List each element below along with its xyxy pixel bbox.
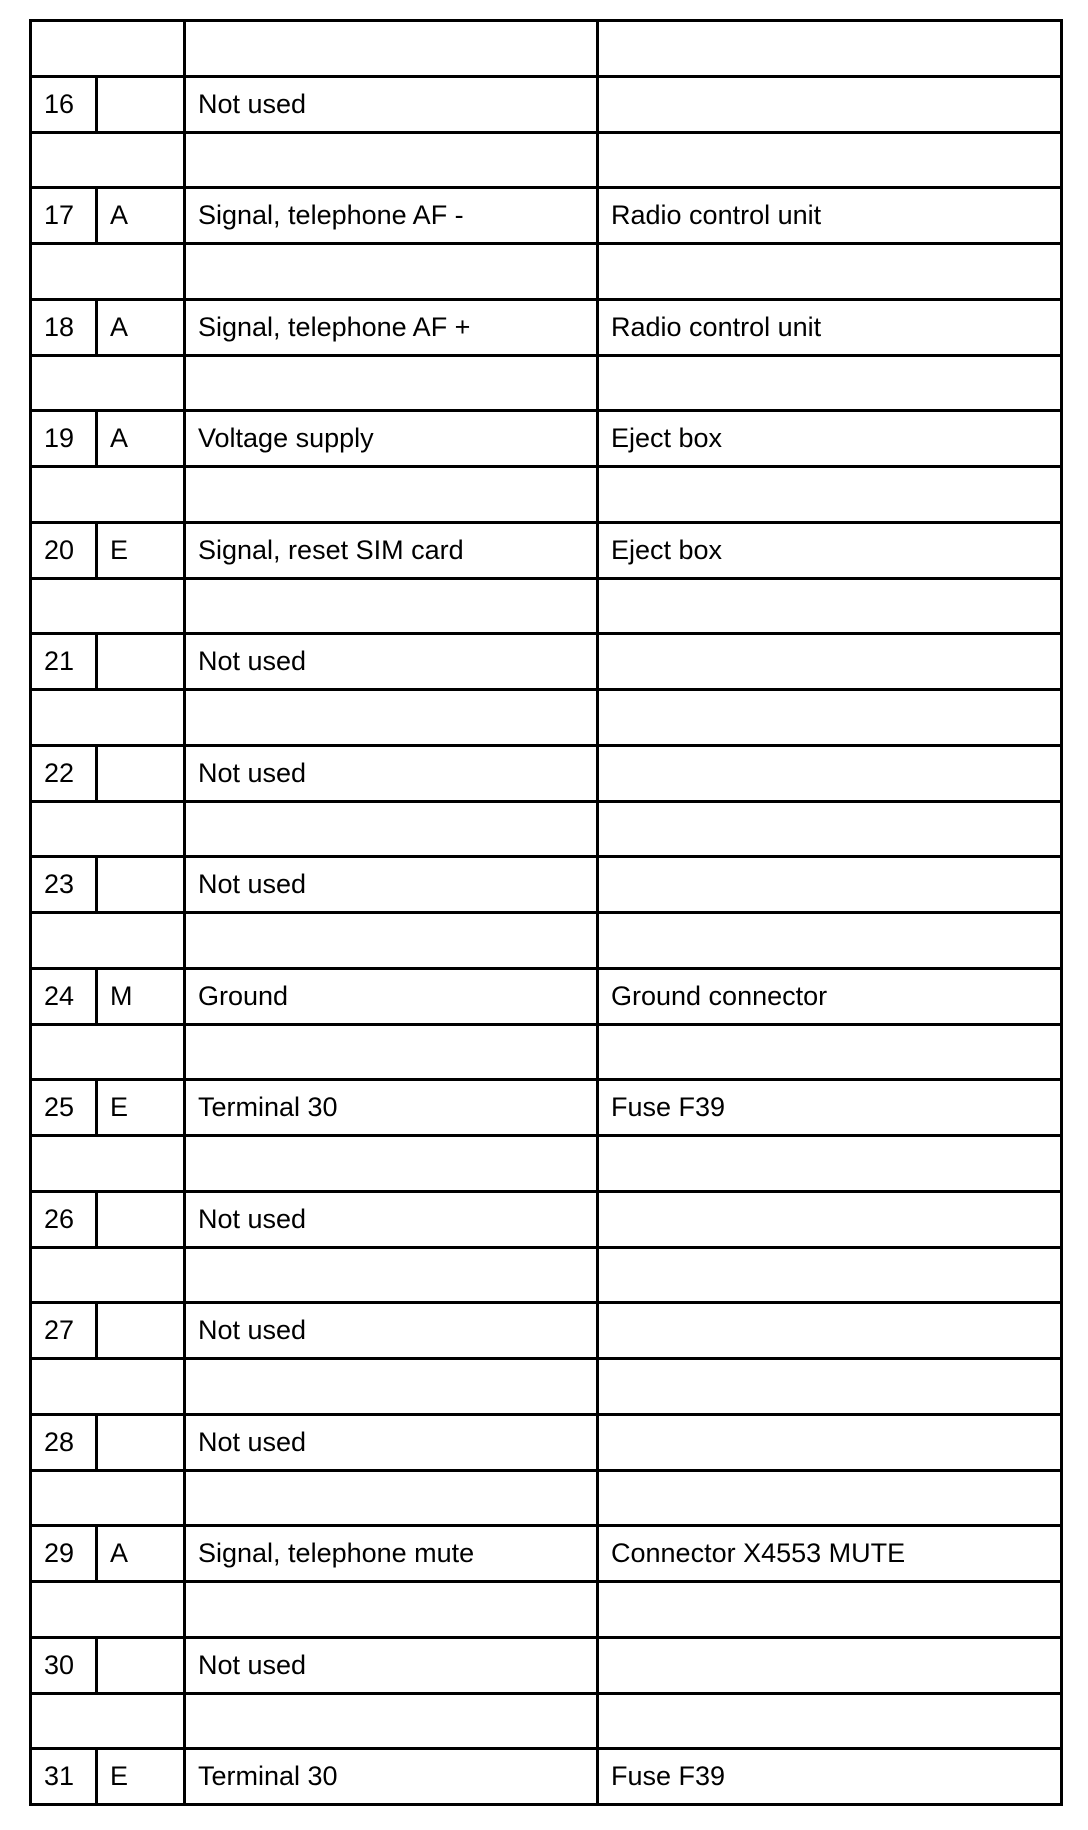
spacer-row — [31, 578, 1062, 634]
empty-cell — [598, 21, 1062, 77]
signal-description-cell: Not used — [185, 745, 598, 801]
empty-cell — [31, 1582, 185, 1638]
signal-description-cell: Signal, telephone mute — [185, 1526, 598, 1582]
pin-row — [31, 76, 1062, 132]
empty-cell — [598, 801, 1062, 857]
empty-cell — [598, 1582, 1062, 1638]
empty-cell — [598, 690, 1062, 746]
pin-type-cell: E — [97, 1749, 185, 1805]
empty-cell — [185, 1024, 598, 1080]
pin-number-cell: 29 — [31, 1526, 97, 1582]
connection-cell — [598, 634, 1062, 690]
empty-cell — [185, 1470, 598, 1526]
empty-cell — [185, 355, 598, 411]
empty-cell — [31, 913, 185, 969]
connection-cell — [598, 857, 1062, 913]
spacer-row — [31, 801, 1062, 857]
signal-description-cell: Signal, reset SIM card — [185, 522, 598, 578]
pin-type-cell: A — [97, 411, 185, 467]
empty-cell — [598, 355, 1062, 411]
pin-row — [31, 522, 1062, 578]
empty-cell — [31, 1470, 185, 1526]
pin-type-cell — [97, 745, 185, 801]
pin-type-cell — [97, 1637, 185, 1693]
pin-row — [31, 411, 1062, 467]
pin-row — [31, 188, 1062, 244]
empty-cell — [185, 801, 598, 857]
signal-description-cell: Signal, telephone AF - — [185, 188, 598, 244]
empty-cell — [185, 467, 598, 523]
connection-cell: Ground connector — [598, 968, 1062, 1024]
connection-cell: Radio control unit — [598, 188, 1062, 244]
pin-number-cell: 24 — [31, 968, 97, 1024]
empty-cell — [31, 467, 185, 523]
empty-cell — [185, 913, 598, 969]
pin-row — [31, 745, 1062, 801]
empty-cell — [185, 132, 598, 188]
pin-number-cell: 30 — [31, 1637, 97, 1693]
spacer-row — [31, 1024, 1062, 1080]
empty-cell — [598, 244, 1062, 300]
connection-cell — [598, 1637, 1062, 1693]
pin-row — [31, 634, 1062, 690]
pin-row — [31, 1526, 1062, 1582]
empty-cell — [185, 244, 598, 300]
pin-number-cell: 16 — [31, 76, 97, 132]
empty-cell — [31, 1693, 185, 1749]
signal-description-cell: Not used — [185, 1303, 598, 1359]
pin-number-cell: 21 — [31, 634, 97, 690]
pin-number-cell: 17 — [31, 188, 97, 244]
pin-number-cell: 28 — [31, 1414, 97, 1470]
pin-type-cell: A — [97, 188, 185, 244]
spacer-row — [31, 244, 1062, 300]
empty-cell — [598, 1024, 1062, 1080]
empty-cell — [185, 1582, 598, 1638]
connection-cell: Fuse F39 — [598, 1080, 1062, 1136]
pin-type-cell — [97, 76, 185, 132]
empty-cell — [598, 1247, 1062, 1303]
connection-cell — [598, 745, 1062, 801]
pin-type-cell: M — [97, 968, 185, 1024]
empty-cell — [31, 1359, 185, 1415]
connection-cell: Eject box — [598, 411, 1062, 467]
empty-cell — [31, 690, 185, 746]
pin-number-cell: 27 — [31, 1303, 97, 1359]
empty-cell — [31, 355, 185, 411]
pin-type-cell: A — [97, 299, 185, 355]
signal-description-cell: Not used — [185, 76, 598, 132]
signal-description-cell: Not used — [185, 1191, 598, 1247]
connection-cell: Eject box — [598, 522, 1062, 578]
empty-cell — [31, 578, 185, 634]
pin-row — [31, 1303, 1062, 1359]
connection-cell — [598, 76, 1062, 132]
signal-description-cell: Ground — [185, 968, 598, 1024]
pin-row — [31, 1414, 1062, 1470]
spacer-row — [31, 467, 1062, 523]
pin-row — [31, 1749, 1062, 1805]
spacer-row — [31, 1470, 1062, 1526]
spacer-row — [31, 1693, 1062, 1749]
pin-type-cell — [97, 634, 185, 690]
spacer-row — [31, 913, 1062, 969]
connection-cell — [598, 1303, 1062, 1359]
pin-number-cell: 26 — [31, 1191, 97, 1247]
signal-description-cell: Not used — [185, 634, 598, 690]
signal-description-cell: Not used — [185, 857, 598, 913]
pin-number-cell: 19 — [31, 411, 97, 467]
empty-cell — [31, 801, 185, 857]
spacer-row — [31, 1359, 1062, 1415]
pin-type-cell: A — [97, 1526, 185, 1582]
pin-table-body — [31, 21, 1062, 1805]
pin-number-cell: 18 — [31, 299, 97, 355]
empty-cell — [31, 132, 185, 188]
pin-type-cell: E — [97, 1080, 185, 1136]
empty-cell — [31, 1247, 185, 1303]
empty-cell — [598, 1693, 1062, 1749]
empty-cell — [31, 1024, 185, 1080]
pin-row — [31, 299, 1062, 355]
signal-description-cell: Terminal 30 — [185, 1749, 598, 1805]
pin-row — [31, 857, 1062, 913]
empty-cell — [185, 578, 598, 634]
empty-cell — [598, 132, 1062, 188]
pin-type-cell — [97, 1303, 185, 1359]
pin-number-cell: 31 — [31, 1749, 97, 1805]
pin-number-cell: 25 — [31, 1080, 97, 1136]
empty-cell — [185, 690, 598, 746]
pin-type-cell — [97, 857, 185, 913]
spacer-row — [31, 690, 1062, 746]
pin-number-cell: 20 — [31, 522, 97, 578]
signal-description-cell: Voltage supply — [185, 411, 598, 467]
spacer-row — [31, 355, 1062, 411]
connection-cell — [598, 1191, 1062, 1247]
empty-cell — [185, 1247, 598, 1303]
signal-description-cell: Not used — [185, 1637, 598, 1693]
pin-number-cell: 23 — [31, 857, 97, 913]
empty-cell — [598, 1136, 1062, 1192]
pin-type-cell: E — [97, 522, 185, 578]
empty-cell — [185, 1359, 598, 1415]
pin-row — [31, 1191, 1062, 1247]
empty-cell — [185, 1693, 598, 1749]
empty-cell — [31, 244, 185, 300]
header-row — [31, 21, 1062, 77]
pin-row — [31, 1637, 1062, 1693]
pin-number-cell: 22 — [31, 745, 97, 801]
signal-description-cell: Terminal 30 — [185, 1080, 598, 1136]
connection-cell: Fuse F39 — [598, 1749, 1062, 1805]
empty-cell — [598, 1359, 1062, 1415]
spacer-row — [31, 1582, 1062, 1638]
spacer-row — [31, 1247, 1062, 1303]
empty-cell — [185, 21, 598, 77]
pin-type-cell — [97, 1191, 185, 1247]
pin-assignment-table — [29, 19, 1063, 1806]
pin-row — [31, 1080, 1062, 1136]
empty-cell — [598, 1470, 1062, 1526]
connection-cell: Radio control unit — [598, 299, 1062, 355]
spacer-row — [31, 1136, 1062, 1192]
pin-row — [31, 968, 1062, 1024]
empty-cell — [185, 1136, 598, 1192]
signal-description-cell: Signal, telephone AF + — [185, 299, 598, 355]
spacer-row — [31, 132, 1062, 188]
pin-type-cell — [97, 1414, 185, 1470]
connection-cell: Connector X4553 MUTE — [598, 1526, 1062, 1582]
signal-description-cell: Not used — [185, 1414, 598, 1470]
connection-cell — [598, 1414, 1062, 1470]
empty-cell — [31, 21, 185, 77]
empty-cell — [598, 578, 1062, 634]
empty-cell — [598, 467, 1062, 523]
empty-cell — [31, 1136, 185, 1192]
empty-cell — [598, 913, 1062, 969]
